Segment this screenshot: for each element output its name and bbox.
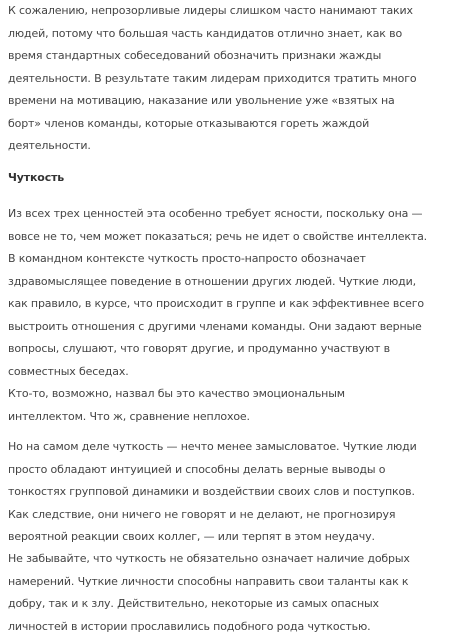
text-line: добру, так и к злу. Действительно, некоторые из самых опасных [8, 597, 379, 610]
text-line: времени на мотивацию, наказание или увольнение уже «взятых на [8, 94, 395, 107]
text-line: деятельности. [8, 139, 91, 152]
text-line: деятельности. В результате таким лидерам приходится тратить много [8, 71, 417, 85]
text-line: Кто-то, возможно, назвал бы это качество эмоциональным [8, 387, 345, 400]
text-line: людей, потому что большая часть кандидатов отлично знает, как во [8, 26, 403, 40]
text-line: вероятной реакции своих коллег, — или терпят в этом неудачу. [8, 530, 375, 543]
paragraph-intuition [8, 436, 448, 549]
text-line: тонкостях групповой динамики и воздействии своих слов и поступков. [8, 485, 415, 498]
text-line: борт» членов команды, которые отказываются гореть жаждой [8, 116, 370, 130]
text-line: вопросы, слушают, что говорят другие, и продуманно участвуют в [8, 342, 390, 355]
text-line: выстроить отношения с другими членами команды. Они задают верные [8, 319, 422, 333]
paragraph-eq [8, 383, 448, 428]
paragraph-intentions [8, 548, 448, 638]
heading-text: Чуткость [8, 171, 65, 184]
text-line: В командном контексте чуткость просто-напросто обозначает [8, 252, 366, 265]
text-line: Как следствие, они ничего не говорят и не делают, не прогнозируя [8, 507, 396, 521]
text-line: Из всех трех ценностей эта особенно требует ясности, поскольку она — [8, 207, 423, 220]
text-line: совместных беседах. [8, 364, 129, 378]
text-line: Но на самом деле чуткость — нечто менее замысловатое. Чуткие люди [8, 440, 417, 453]
text-line: Не забывайте, что чуткость не обязательно означает наличие добрых [8, 552, 410, 565]
text-line: К сожалению, непрозорливые лидеры слишком часто нанимают таких [8, 4, 413, 17]
text-line: вовсе не то, чем может показаться; речь не идет о свойстве интеллекта. [8, 229, 428, 243]
text-line: здравомыслящее поведение в отношении других людей. Чуткие люди, [8, 274, 416, 288]
paragraph-definition [8, 203, 448, 383]
text-line: как правило, в курсе, что происходит в группе и как эффективнее всего [8, 297, 424, 310]
text-line: просто обладают интуицией и способны делать верные выводы о [8, 462, 386, 476]
text-line: интеллектом. Что ж, сравнение неплохое. [8, 409, 250, 423]
text-line: личностей в истории прославились подобного рода чуткостью. [8, 619, 371, 633]
paragraph-intro [8, 0, 448, 158]
text-line: намерений. Чуткие личности способны направить свои таланты как к [8, 574, 409, 588]
text-line: время стандартных собеседований обозначить признаки жажды [8, 49, 382, 62]
section-heading [8, 167, 448, 190]
